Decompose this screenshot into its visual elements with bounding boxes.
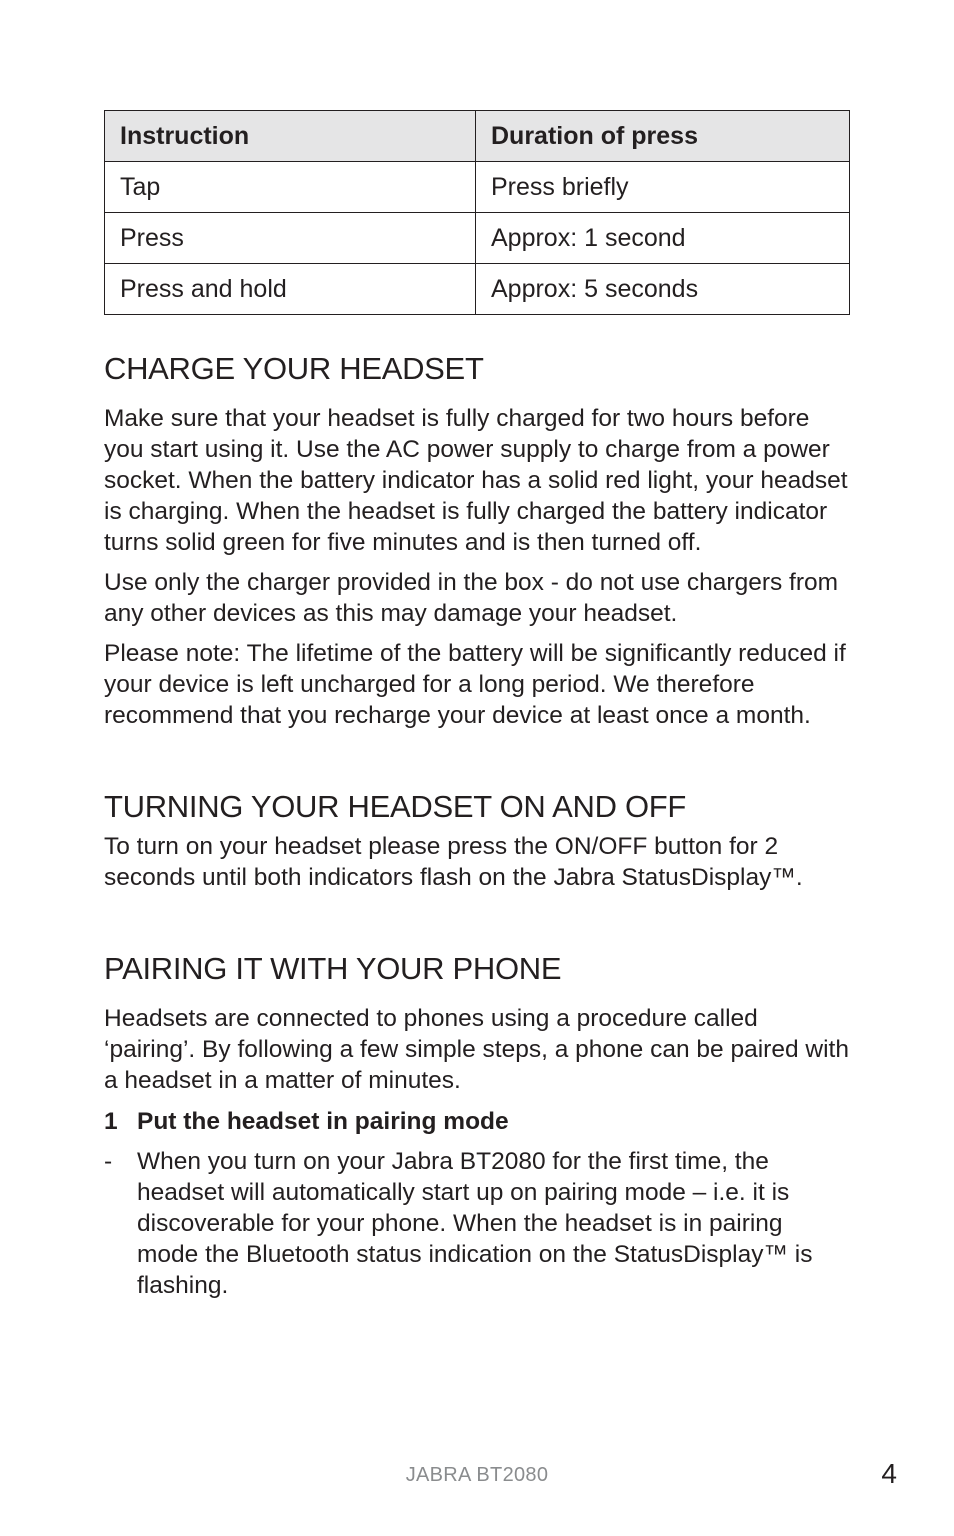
page-number: 4: [881, 1458, 897, 1489]
table-row: [105, 264, 850, 315]
pairing-bullet: [104, 1146, 850, 1301]
charge-paragraph-2: Use only the charger provided in the box - do not use chargers from any other devices as this may damage your headset.: [104, 569, 839, 627]
step-number: 1: [104, 1108, 118, 1135]
table-cell: Press briefly: [476, 162, 850, 213]
turning-paragraph: To turn on your headset please press the ON/OFF button for 2 seconds until both indicators flash on the Jabra StatusDisplay™.: [104, 833, 803, 891]
table-cell: Tap: [105, 162, 476, 213]
table-header-duration: Duration of press: [476, 111, 850, 162]
bullet-text: When you turn on your Jabra BT2080 for the first time, the headset will automatically start up on pairing mode – i.e. it is discoverable for your phone. When the headset is in pairing mode the Bluetooth status indication on the StatusDisplay™ is flashing.: [137, 1148, 813, 1299]
charge-paragraph-1: Make sure that your headset is fully charged for two hours before you start using it. Use the AC power supply to charge from a power socket. When the battery indicator has a solid red light, your headset is charging. When the headset is fully charged the battery indicator turns solid green for five minutes and is then turned off.: [104, 405, 848, 556]
table-header-row: [105, 111, 850, 162]
table-cell: Press and hold: [105, 264, 476, 315]
pairing-step-1: [104, 1106, 850, 1137]
charge-heading: CHARGE YOUR HEADSET: [104, 351, 484, 386]
pairing-heading: PAIRING IT WITH YOUR PHONE: [104, 951, 562, 986]
table-cell: Approx: 5 seconds: [476, 264, 850, 315]
footer-product-name: JABRA BT2080: [405, 1464, 549, 1486]
step-title: Put the headset in pairing mode: [137, 1108, 509, 1135]
instruction-table: [104, 110, 850, 315]
table-row: [105, 213, 850, 264]
table-row: [105, 162, 850, 213]
pairing-paragraph: Headsets are connected to phones using a procedure called ‘pairing’. By following a few simple steps, a phone can be paired with a headset in a matter of minutes.: [104, 1005, 849, 1094]
charge-paragraph-3: Please note: The lifetime of the battery will be significantly reduced if your device is left uncharged for a long period. We therefore recommend that you recharge your device at least once a month.: [104, 640, 846, 729]
table-cell: Approx: 1 second: [476, 213, 850, 264]
turning-heading: TURNING YOUR HEADSET ON AND OFF: [104, 789, 687, 824]
bullet-dash: -: [104, 1148, 113, 1175]
document-page: [104, 110, 850, 1301]
table-cell: Press: [105, 213, 476, 264]
table-header-instruction: Instruction: [105, 111, 476, 162]
